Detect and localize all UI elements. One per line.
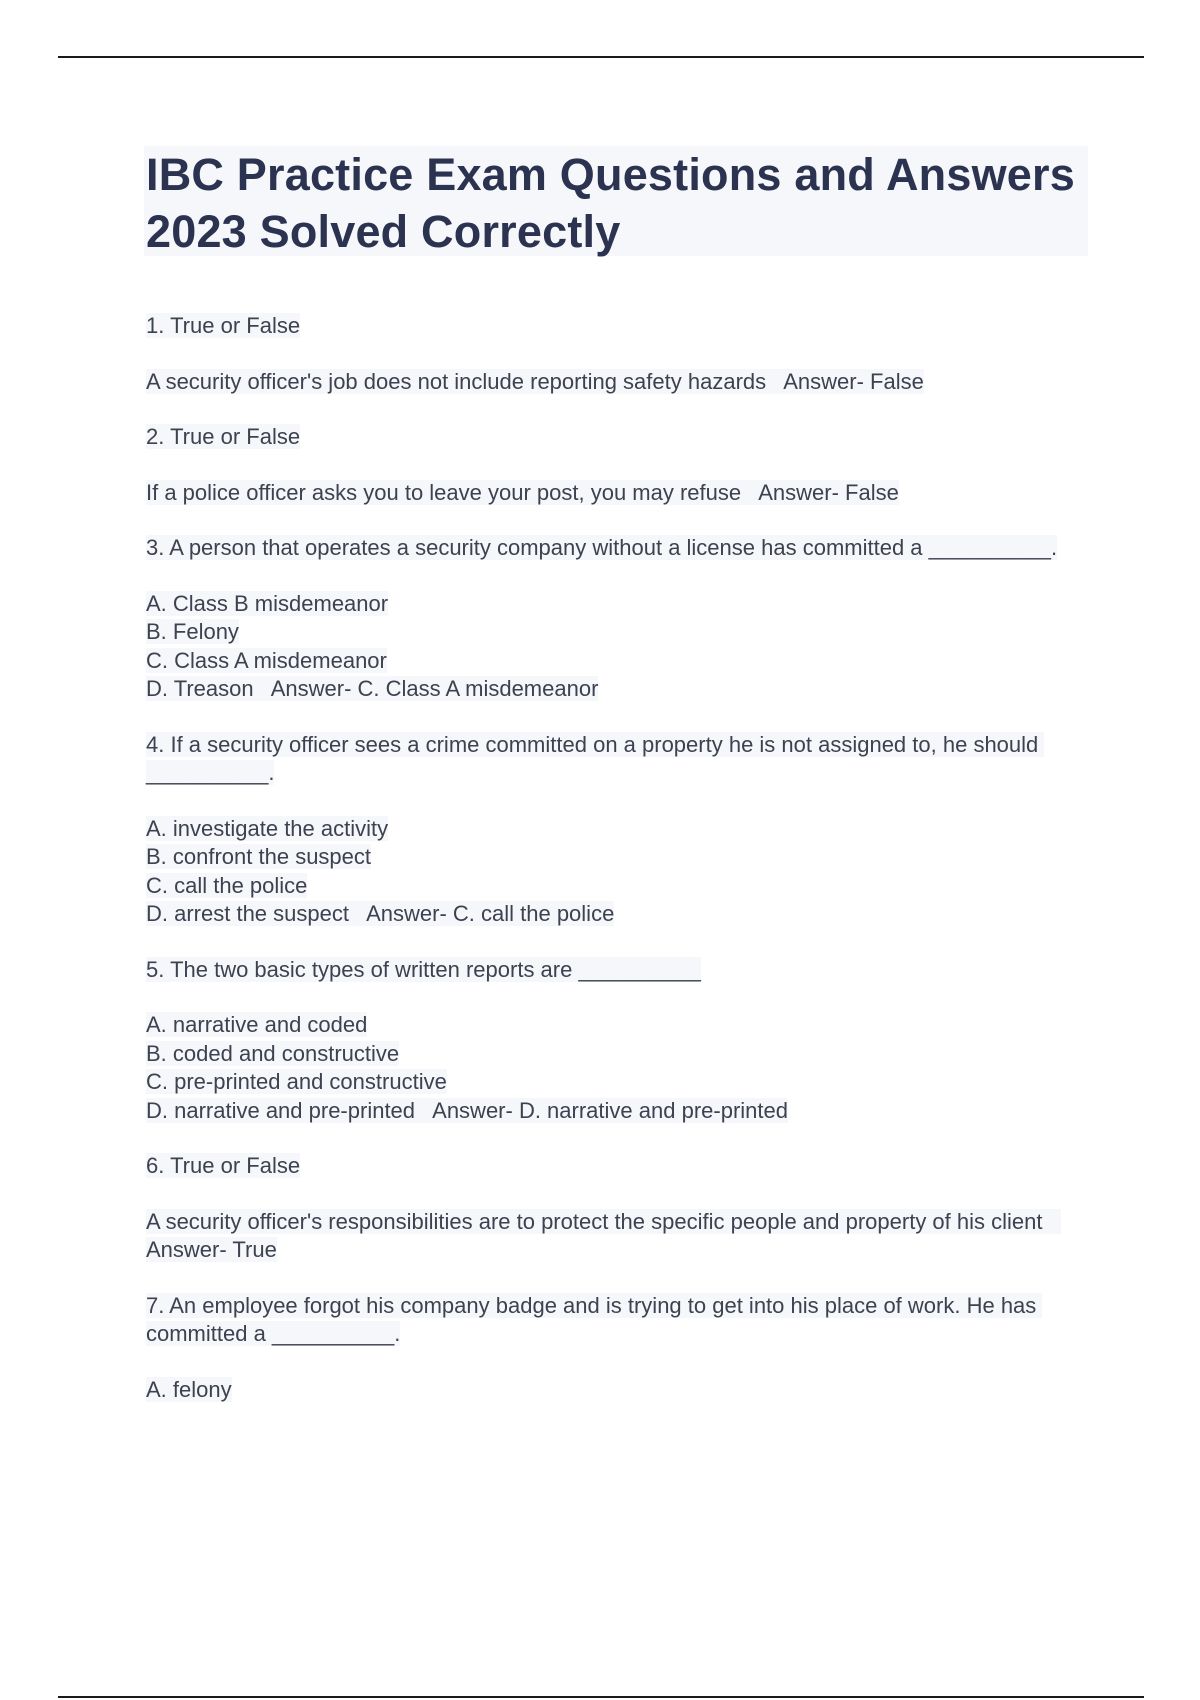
answer-option-text: B. confront the suspect: [146, 844, 372, 869]
answer-option: [146, 815, 1086, 844]
answer-option-text: B. coded and constructive: [146, 1040, 400, 1066]
bottom-rule: [58, 1696, 1144, 1698]
answer-options: [146, 815, 1086, 929]
answer-option-text: D. Treason Answer- C. Class A misdemeanor: [146, 676, 599, 701]
paragraph: [146, 1152, 1086, 1181]
answer-option-text: C. pre-printed and constructive: [146, 1069, 447, 1094]
paragraph: [146, 1208, 1086, 1265]
paragraph-text: 5. The two basic types of written reports are __________: [146, 956, 701, 982]
answer-option: [146, 1011, 1086, 1040]
answer-option: [146, 1040, 1086, 1069]
paragraph: [146, 312, 1086, 341]
answer-option-text: A. Class B misdemeanor: [146, 590, 389, 616]
paragraph-text: A security officer's job does not include reporting safety hazards Answer- False: [146, 368, 924, 394]
answer-options: [146, 1376, 1086, 1405]
paragraph-text: If a police officer asks you to leave your post, you may refuse Answer- False: [146, 479, 899, 505]
answer-option-text: C. call the police: [146, 872, 308, 898]
answer-option-text: A. narrative and coded: [146, 1012, 368, 1037]
answer-option: [146, 843, 1086, 872]
paragraph-text: A security officer's responsibilities are to protect the specific people and property of his client Answer- True: [146, 1208, 1061, 1262]
paragraph-text: 2. True or False: [146, 424, 301, 449]
answer-option: [146, 872, 1086, 901]
paragraph: [146, 534, 1086, 563]
answer-options: [146, 1011, 1086, 1125]
answer-option: [146, 675, 1086, 704]
paragraph-text: 1. True or False: [146, 313, 301, 338]
answer-option-text: A. felony: [146, 1376, 232, 1402]
answer-option: [146, 618, 1086, 647]
answer-option-text: B. Felony: [146, 619, 239, 644]
paragraph: [146, 423, 1086, 452]
answer-option: [146, 590, 1086, 619]
paragraph: [146, 479, 1086, 508]
paragraph-text: 3. A person that operates a security company without a license has committed a __________.: [146, 535, 1058, 560]
paragraph-text: 4. If a security officer sees a crime committed on a property he is not assigned to, he should __________.: [146, 731, 1045, 785]
answer-option: [146, 1376, 1086, 1405]
document-body: [146, 312, 1086, 1431]
answer-option-text: A. investigate the activity: [146, 815, 389, 841]
paragraph: [146, 956, 1086, 985]
paragraph: [146, 368, 1086, 397]
answer-option: [146, 900, 1086, 929]
answer-option: [146, 1068, 1086, 1097]
answer-option-text: D. narrative and pre-printed Answer- D. narrative and pre-printed: [146, 1097, 788, 1123]
answer-option-text: D. arrest the suspect Answer- C. call the police: [146, 901, 615, 926]
answer-option: [146, 647, 1086, 676]
answer-option-text: C. Class A misdemeanor: [146, 647, 387, 673]
paragraph: [146, 731, 1086, 788]
paragraph: [146, 1292, 1086, 1349]
paragraph-text: 7. An employee forgot his company badge and is trying to get into his place of work. He has committed a __________.: [146, 1292, 1043, 1346]
answer-option: [146, 1097, 1086, 1126]
document-title: IBC Practice Exam Questions and Answers 2023 Solved Correctly: [146, 149, 1075, 257]
paragraph-text: 6. True or False: [146, 1153, 301, 1178]
top-rule: [58, 56, 1144, 58]
answer-options: [146, 590, 1086, 704]
